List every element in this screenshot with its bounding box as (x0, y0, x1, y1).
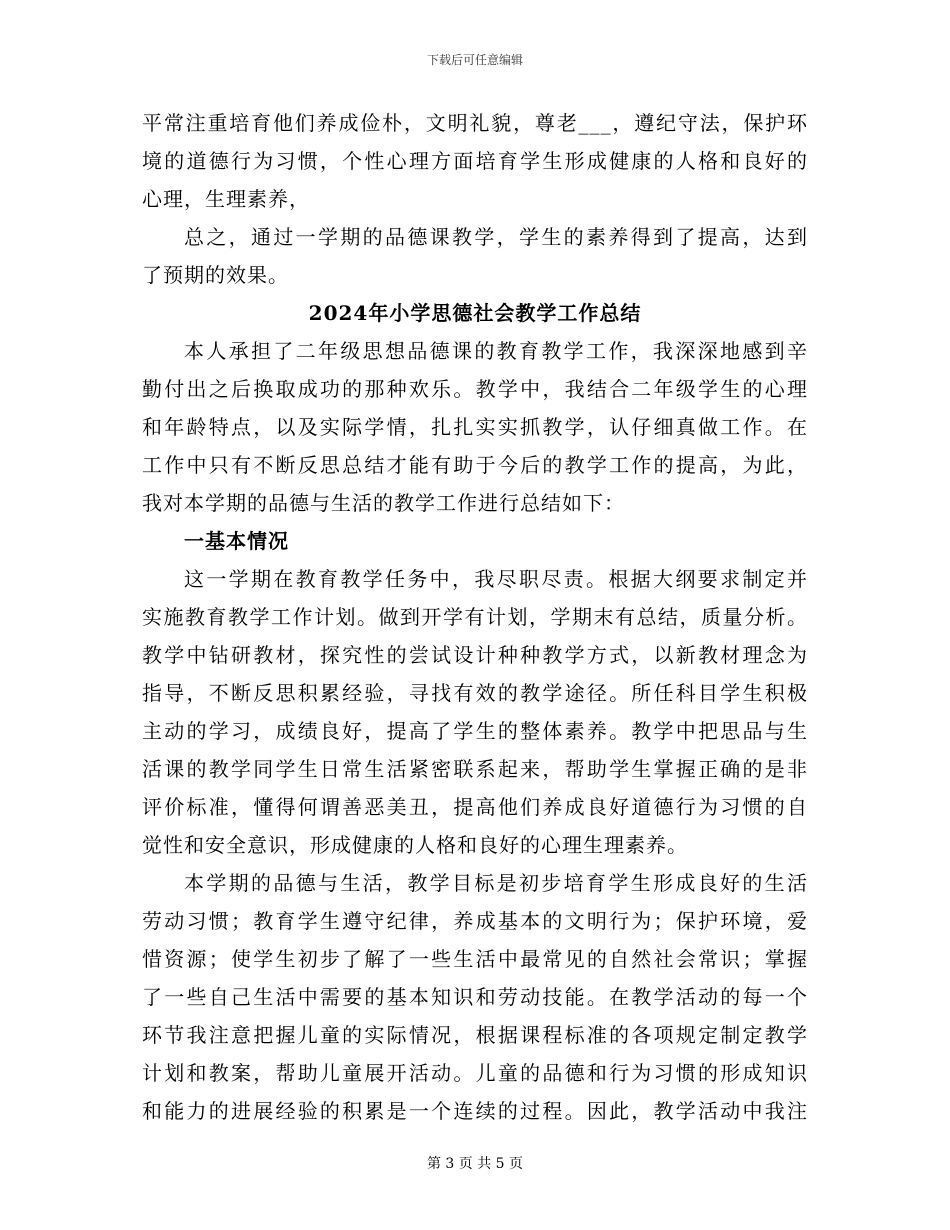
text-line: 实施教育教学工作计划。做到开学有计划，学期末有总结，质量分析。 (142, 605, 808, 629)
text-line: 境的道德行为习惯，个性心理方面培育学生形成健康的人格和良好的 (142, 149, 808, 173)
text-line: 总之，通过一学期的品德课教学，学生的素养得到了提高，达到 (184, 225, 808, 249)
text-line: 勤付出之后换取成功的那种欢乐。教学中，我结合二年级学生的心理 (142, 377, 808, 401)
document-body (142, 104, 808, 1130)
text-line: 评价标准，懂得何谓善恶美丑，提高他们养成良好道德行为习惯的自 (142, 795, 808, 819)
text-line: 我对本学期的品德与生活的教学工作进行总结如下： (142, 491, 625, 515)
text-line: 环节我注意把握儿童的实际情况，根据课程标准的各项规定制定教学 (142, 1023, 808, 1047)
text-line: 劳动习惯；教育学生遵守纪律，养成基本的文明行为；保护环境，爱 (142, 909, 808, 933)
text-line: 主动的学习，成绩良好，提高了学生的整体素养。教学中把思品与生 (142, 719, 808, 743)
text-line: 了预期的效果。 (142, 263, 289, 287)
text-line: 觉性和安全意识，形成健康的人格和良好的心理生理素养。 (142, 833, 688, 857)
text-line: 惜资源；使学生初步了解了一些生活中最常见的自然社会常识；掌握 (142, 947, 808, 971)
text-line: 和年龄特点，以及实际学情，扎扎实实抓教学，认仔细真做工作。在 (142, 415, 808, 439)
section-title: 2024年小学思德社会教学工作总结 (308, 301, 642, 325)
page-footer: 第 3 页 共 5 页 (426, 1156, 524, 1172)
text-line: 活课的教学同学生日常生活紧密联系起来，帮助学生掌握正确的是非 (142, 757, 808, 781)
text-line: 本学期的品德与生活，教学目标是初步培育学生形成良好的生活 (184, 871, 808, 895)
text-line: 教学中钻研教材，探究性的尝试设计种种教学方式，以新教材理念为 (142, 643, 808, 667)
text-line: 本人承担了二年级思想品德课的教育教学工作，我深深地感到辛 (184, 339, 808, 363)
text-line: 工作中只有不断反思总结才能有助于今后的教学工作的提高，为此， (142, 453, 808, 477)
text-line: 和能力的进展经验的积累是一个连续的过程。因此，教学活动中我注 (142, 1099, 808, 1123)
text-line: 这一学期在教育教学任务中，我尽职尽责。根据大纲要求制定并 (184, 567, 808, 591)
page-header: 下载后可任意编辑 (426, 53, 523, 67)
section-heading: 一基本情况 (184, 529, 289, 553)
text-line: 计划和教案，帮助儿童展开活动。儿童的品德和行为习惯的形成知识 (142, 1061, 808, 1085)
text-line: 平常注重培育他们养成俭朴，文明礼貌，尊老___，遵纪守法，保护环 (142, 111, 808, 135)
text-line: 心理，生理素养， (142, 187, 310, 211)
text-line: 指导，不断反思积累经验，寻找有效的教学途径。所任科目学生积极 (142, 681, 808, 705)
text-line: 了一些自己生活中需要的基本知识和劳动技能。在教学活动的每一个 (142, 985, 808, 1009)
